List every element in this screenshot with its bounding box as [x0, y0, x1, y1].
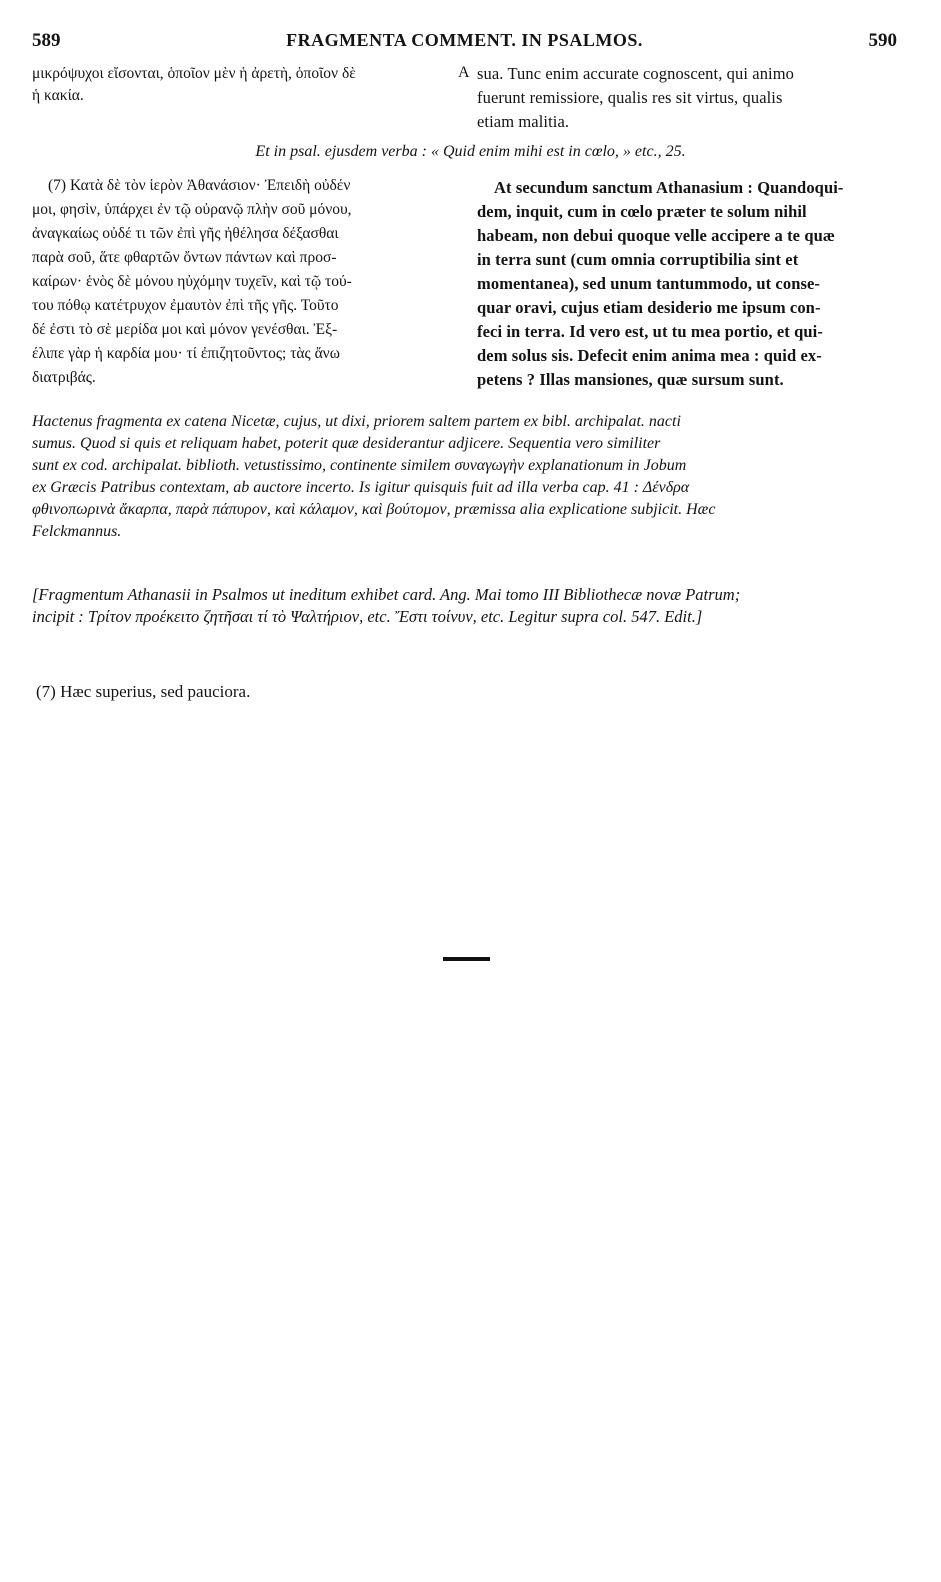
top-greek-line: μικρόψυχοι εἴσονται, ὁποῖον μὲν ἡ ἀρετὴ, ὁποῖον δὲ [32, 65, 356, 82]
latin-line: in terra sunt (cum omnia corruptibilia sint et [477, 250, 799, 269]
greek-line: μοι, φησὶν, ὑπάρχει ἐν τῷ οὐρανῷ πλὴν σοῦ μόνου, [32, 201, 352, 218]
editorial-line: Hactenus fragmenta ex catena Nicetæ, cujus, ut dixi, priorem saltem partem ex bibl. archipalat. nacti [32, 413, 681, 430]
latin-line: At secundum sanctum Athanasium : Quandoqui- [494, 178, 844, 197]
footnote: (7) Hæc superius, sed pauciora. [36, 682, 251, 701]
latin-line: dem, inquit, cum in cœlo præter te solum nihil [477, 202, 807, 221]
page-number-left: 589 [32, 30, 61, 51]
section-subheading: Et in psal. ejusdem verba : « Quid enim mihi est in cœlo, » etc., 25. [255, 143, 686, 160]
latin-line: petens ? Illas mansiones, quæ sursum sunt. [477, 370, 784, 389]
editorial-line: ex Græcis Patribus contextam, ab auctore incerto. Is igitur quisquis fuit ad illa verba cap. 41 : Δένδρα [32, 479, 690, 496]
editorial-line: sumus. Quod si quis et reliquam habet, poterit quæ desiderantur adjicere. Sequentia vero similiter [32, 435, 661, 452]
top-greek-line: ἡ κακία. [32, 87, 84, 104]
latin-line: dem solus sis. Defecit enim anima mea : quid ex- [477, 346, 822, 365]
latin-line: quar oravi, cujus etiam desiderio me ipsum con- [477, 298, 821, 317]
top-latin-line: fuerunt remissiore, qualis res sit virtus, qualis [477, 88, 783, 107]
top-latin-line: sua. Tunc enim accurate cognoscent, qui animo [477, 64, 795, 83]
editorial-line: sunt ex cod. archipalat. biblioth. vetustissimo, continente similem συναγωγὴν explanationum in Jobum [32, 457, 687, 474]
latin-line: momentanea), sed unum tantummodo, ut conse- [477, 274, 821, 293]
greek-line: (7) Κατὰ δὲ τὸν ἱερὸν Ἀθανάσιον· Ἐπειδὴ οὐδέν [48, 177, 351, 194]
greek-line: ἀναγκαίως οὐδέ τι τῶν ἐπὶ γῆς ἠθέλησα δέξασθαι [32, 225, 339, 242]
bracket-line: [Fragmentum Athanasii in Psalmos ut ineditum exhibet card. Ang. Mai tomo III Bibliothecæ novæ Patrum; [32, 585, 741, 604]
greek-line: παρὰ σοῦ, ἅτε φθαρτῶν ὄντων πάντων καὶ προσ- [32, 249, 337, 266]
margin-letter: A [458, 64, 470, 81]
page-number-right: 590 [868, 30, 897, 51]
editorial-line: Felckmannus. [32, 523, 122, 540]
greek-line: διατριβάς. [32, 369, 96, 386]
editor-bracket-note [32, 584, 910, 628]
page-header [32, 30, 897, 56]
end-rule [443, 957, 490, 961]
greek-line: καίρων· ἑνὸς δὲ μόνου ηὐχόμην τυχεῖν, καὶ τῷ τού- [32, 273, 352, 290]
greek-line: έλιπε γὰρ ἡ καρδία μου· τί ἐπιζητοῦντος; τὰς ἄνω [32, 345, 340, 362]
bracket-line: incipit : Τρίτον προέκειτο ζητῆσαι τί τὸ Ψαλτήριον, etc. Ἔστι τοίνυν, etc. Legitur supra col. 547. Edit.] [32, 607, 703, 626]
running-title: FRAGMENTA COMMENT. IN PSALMOS. [286, 30, 643, 50]
editorial-line: φθινοπωρινὰ ἄκαρπα, παρὰ πάπυρον, καὶ κάλαμον, καὶ βούτομον, præmissa alia explicatione subjicit. Hæc [32, 501, 716, 518]
latin-line: feci in terra. Id vero est, ut tu mea portio, et qui- [477, 322, 823, 341]
latin-line: habeam, non debui quoque velle accipere a te quæ [477, 226, 835, 245]
top-latin-line: etiam malitia. [477, 112, 570, 131]
greek-line: του πόθῳ κατέτρυχον ἐμαυτὸν ἐπὶ τῆς γῆς. Τοῦτο [32, 297, 339, 314]
editorial-note [32, 411, 910, 543]
greek-line: δέ ἐστι τὸ σὲ μερίδα μοι καὶ μόνον γενέσθαι. Ἐξ- [32, 321, 338, 338]
